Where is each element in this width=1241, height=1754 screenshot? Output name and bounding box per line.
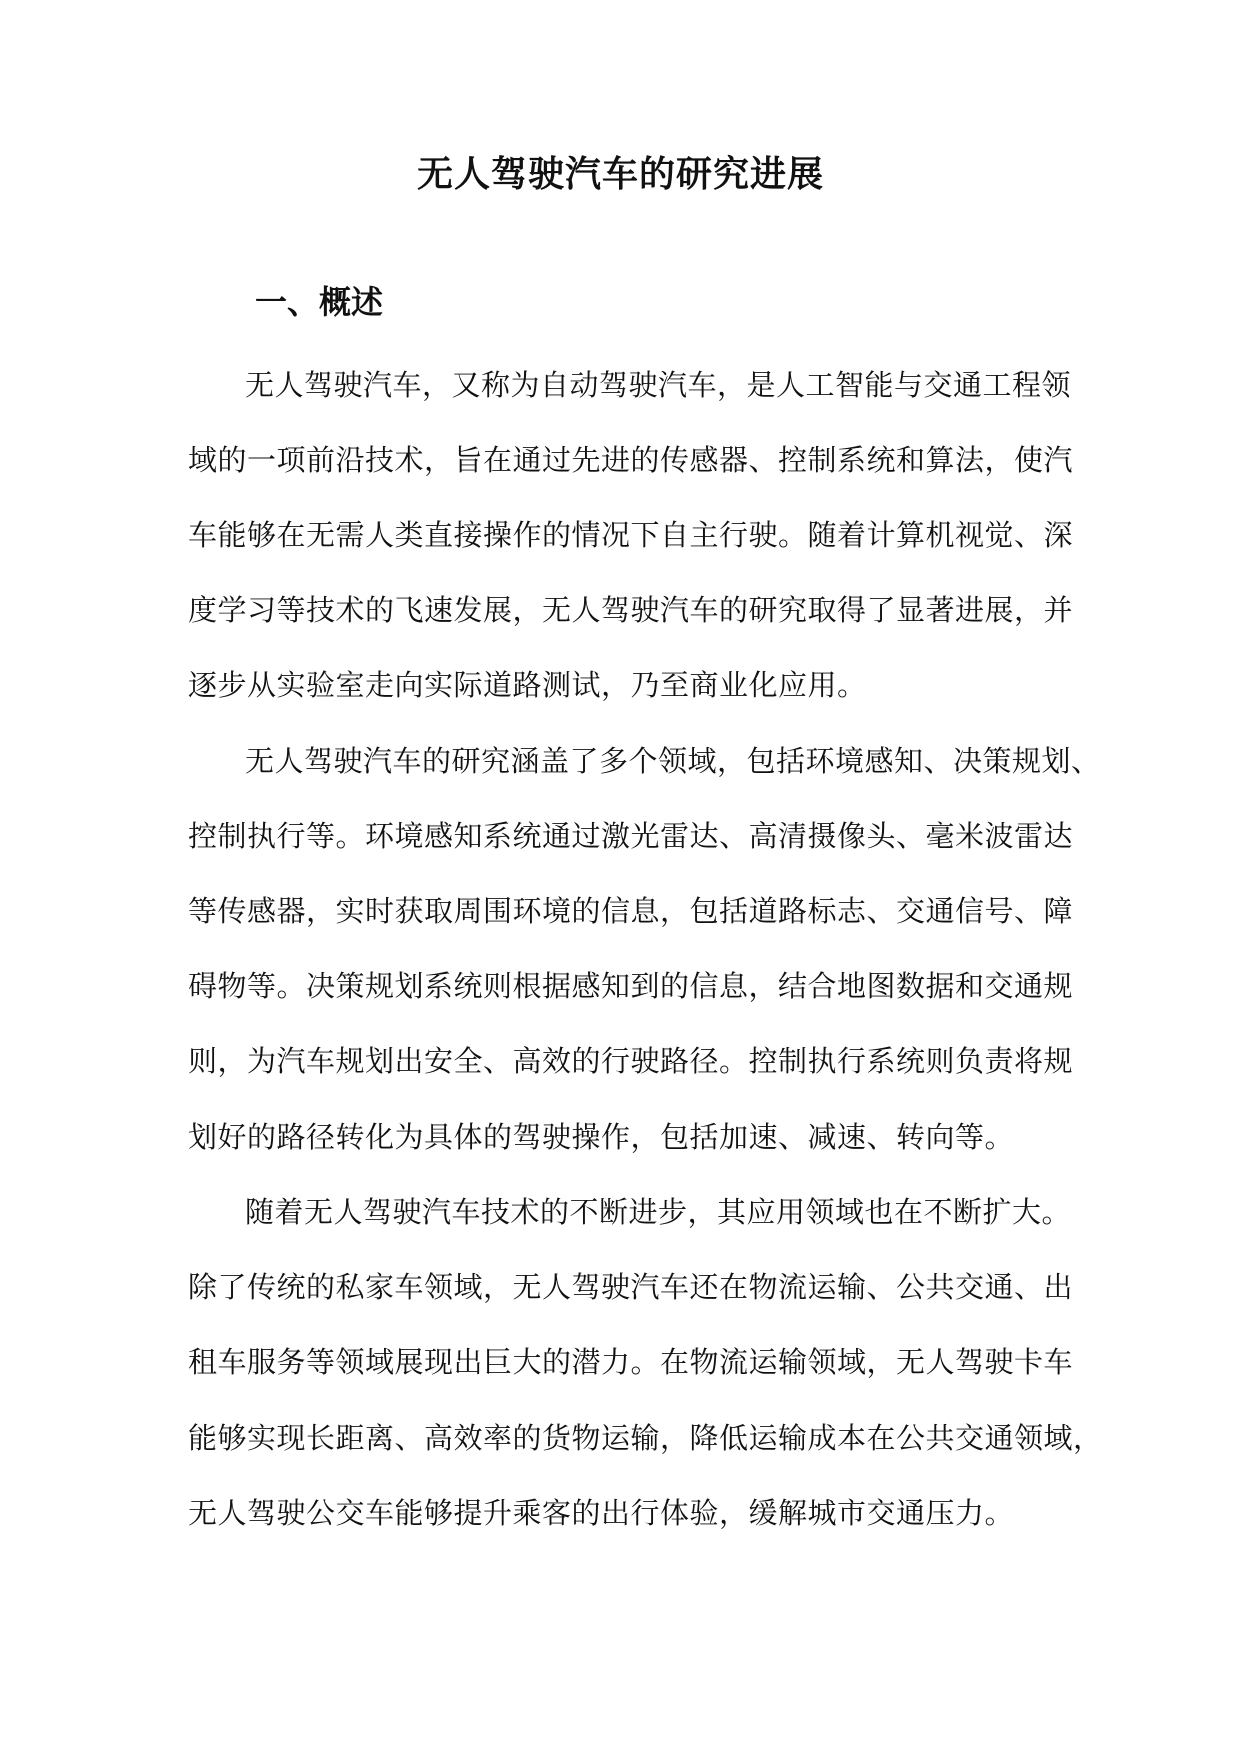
paragraph-line: 控制执行等。环境感知系统通过激光雷达、高清摄像头、毫米波雷达: [188, 819, 1074, 853]
paragraph-line: 域的一项前沿技术，旨在通过先进的传感器、控制系统和算法，使汽: [188, 443, 1074, 477]
paragraph-line: 无人驾驶汽车的研究涵盖了多个领域，包括环境感知、决策规划、: [245, 744, 1101, 778]
paragraph-line: 无人驾驶公交车能够提升乘客的出行体验，缓解城市交通压力。: [188, 1496, 1015, 1530]
paragraph-line: 度学习等技术的飞速发展，无人驾驶汽车的研究取得了显著进展，并: [188, 593, 1074, 627]
paragraph-line: 租车服务等领域展现出巨大的潜力。在物流运输领域，无人驾驶卡车: [188, 1345, 1074, 1379]
paragraph-line: 则，为汽车规划出安全、高效的行驶路径。控制执行系统则负责将规: [188, 1044, 1074, 1078]
section-heading: 一、概述: [255, 283, 384, 321]
paragraph-line: 能够实现长距离、高效率的货物运输，降低运输成本在公共交通领域，: [188, 1421, 1103, 1455]
paragraph-line: 车能够在无需人类直接操作的情况下自主行驶。随着计算机视觉、深: [188, 518, 1074, 552]
paragraph-line: 除了传统的私家车领域，无人驾驶汽车还在物流运输、公共交通、出: [188, 1270, 1074, 1304]
document-title: 无人驾驶汽车的研究进展: [416, 153, 824, 195]
paragraph-line: 碍物等。决策规划系统则根据感知到的信息，结合地图数据和交通规: [188, 969, 1074, 1003]
paragraph-line: 逐步从实验室走向实际道路测试，乃至商业化应用。: [188, 668, 867, 702]
paragraph-line: 等传感器，实时获取周围环境的信息，包括道路标志、交通信号、障: [188, 894, 1074, 928]
paragraph-line: 无人驾驶汽车，又称为自动驾驶汽车，是人工智能与交通工程领: [245, 368, 1072, 402]
paragraph-line: 划好的路径转化为具体的驾驶操作，包括加速、减速、转向等。: [188, 1120, 1015, 1154]
paragraph-line: 随着无人驾驶汽车技术的不断进步，其应用领域也在不断扩大。: [245, 1195, 1072, 1229]
